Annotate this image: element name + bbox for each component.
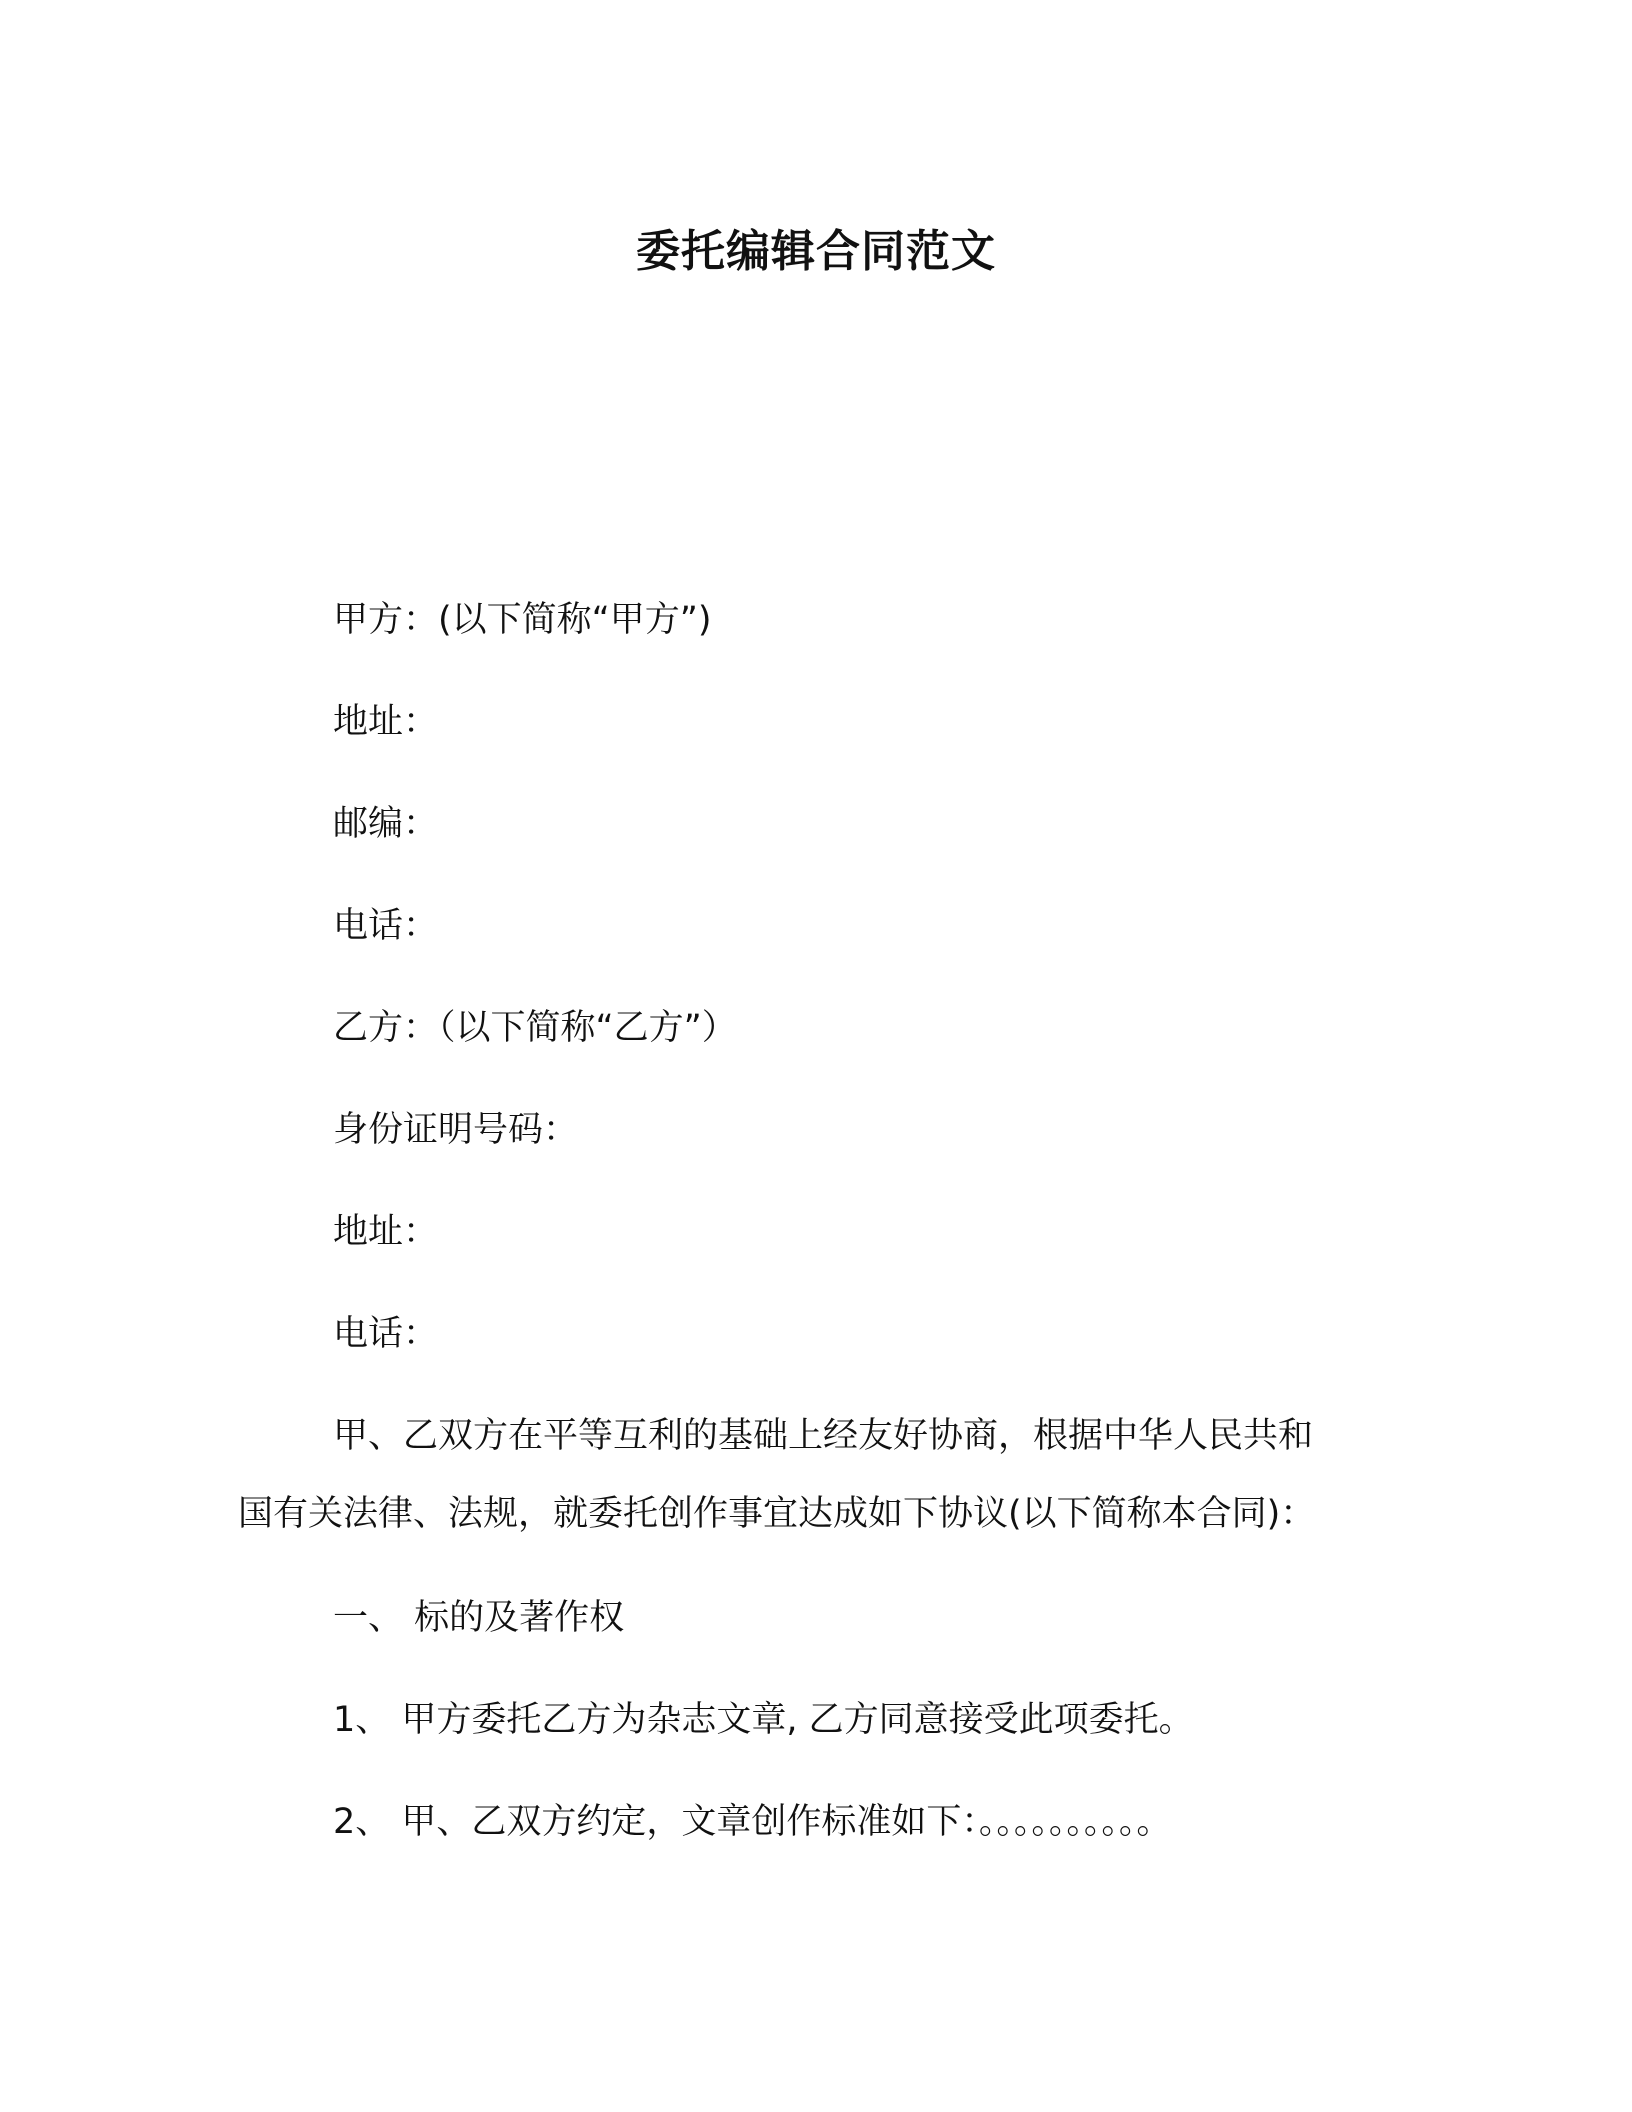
preamble-line-1: 甲、乙双方在平等互利的基础上经友好协商，根据中华人民共和 <box>333 1416 1314 1456</box>
preamble-line-2: 国有关法律、法规，就委托创作事宜达成如下协议(以下简称本合同)： <box>238 1494 1316 1534</box>
party-a-postcode: 邮编： <box>333 804 439 844</box>
party-b-address: 地址： <box>333 1212 439 1252</box>
section-1-heading: 一、 标的及著作权 <box>333 1598 625 1638</box>
party-a-intro: 甲方：(以下简称“甲方”) <box>333 600 712 640</box>
document-title: 委托编辑合同范文 <box>636 226 996 277</box>
party-b-intro: 乙方：（以下简称“乙方”） <box>333 1008 737 1048</box>
section-1-item-2: 2、 甲、乙双方约定，文章创作标准如下：。。。。。。。。。。 <box>333 1802 1172 1842</box>
party-b-phone: 电话： <box>333 1314 439 1354</box>
party-a-address: 地址： <box>333 702 439 742</box>
preamble-paragraph <box>238 1412 1373 1538</box>
party-b-id-number: 身份证明号码： <box>333 1110 579 1150</box>
section-1-item-1: 1、 甲方委托乙方为杂志文章, 乙方同意接受此项委托。 <box>333 1700 1194 1740</box>
party-a-phone: 电话： <box>333 906 439 946</box>
